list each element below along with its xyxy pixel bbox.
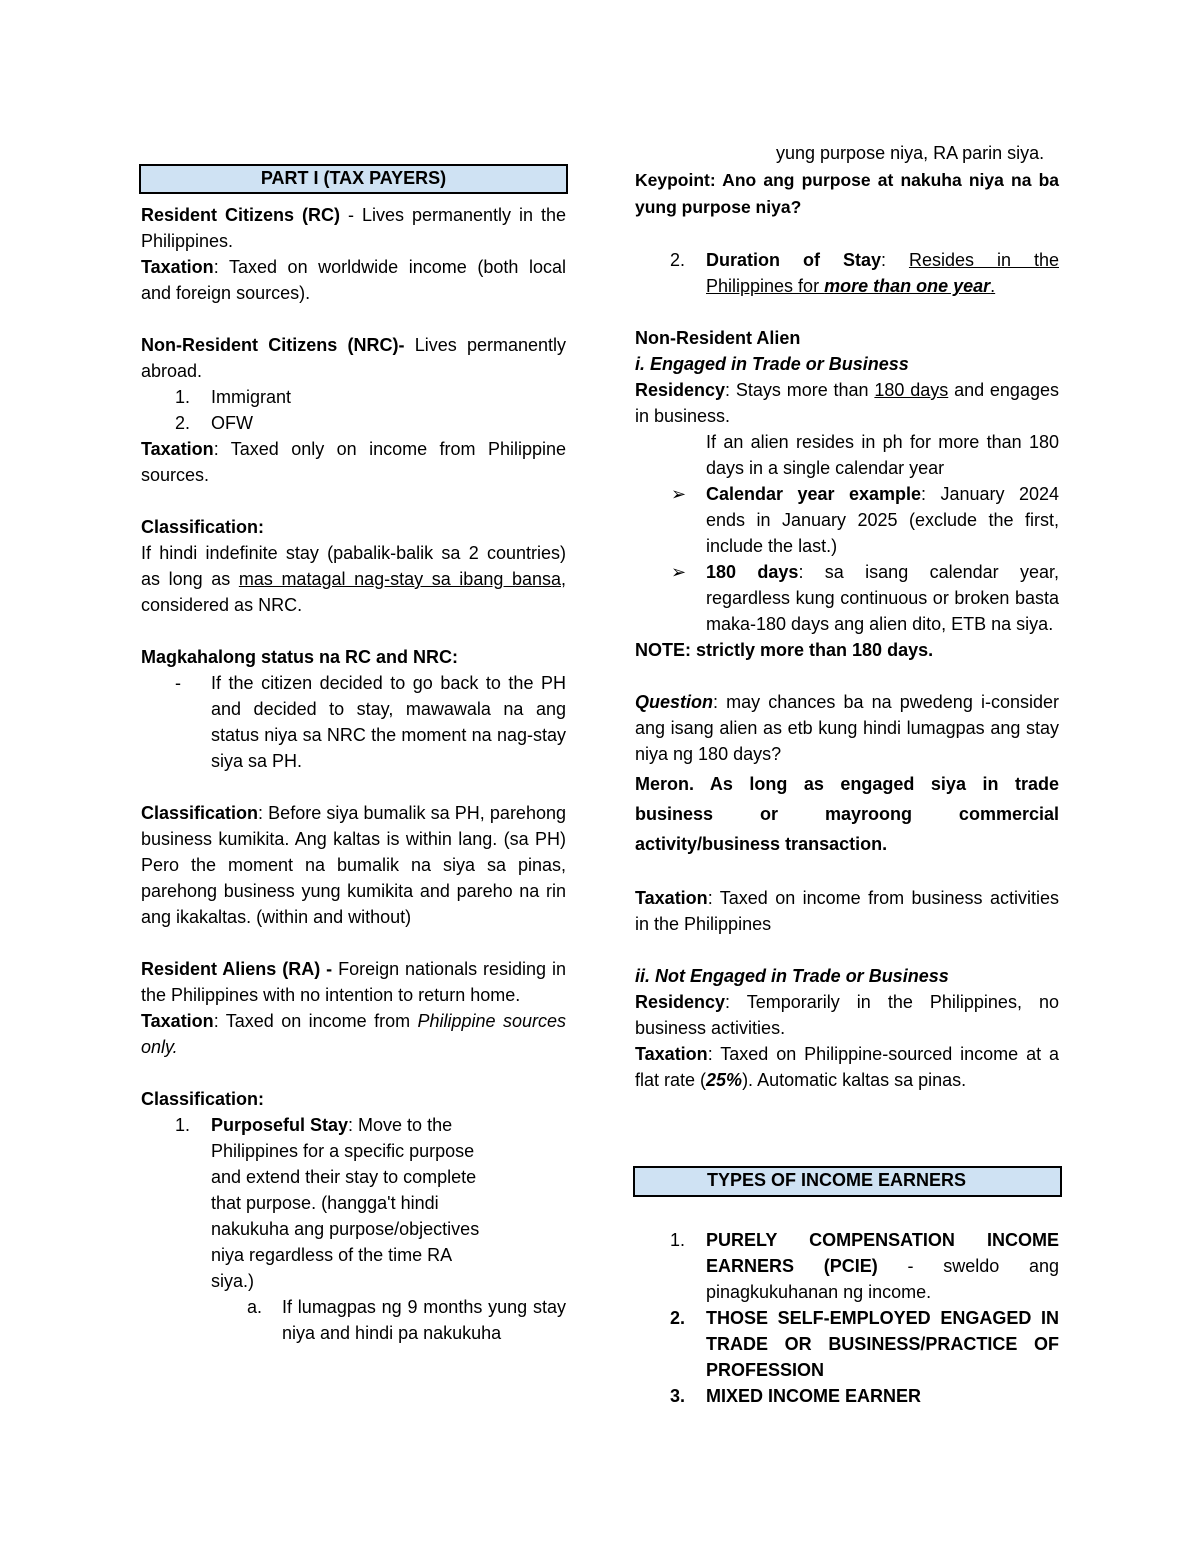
note: NOTE: strictly more than 180 days. <box>635 640 934 660</box>
mixed-status-bullet: - If the citizen decided to go back to the PH and decided to stay, mawawala na ang status niya sa NRC the moment na nag-stay siya sa PH. <box>175 673 566 771</box>
taxation-label: Taxation <box>141 257 214 277</box>
netb-heading: ii. Not Engaged in Trade or Business <box>635 966 949 986</box>
days-label: 180 days <box>706 562 799 582</box>
question-text: : may chances ba na pwedeng i-consider ang isang alien as etb kung hindi lumagpas ang stay niya ng 180 days? <box>635 692 1059 764</box>
netb-tax-end: ). Automatic kaltas sa pinas. <box>742 1070 967 1090</box>
residency-label: Residency <box>635 380 726 400</box>
residency-label: Residency <box>635 992 726 1012</box>
income-earners-list <box>635 1227 1059 1409</box>
calendar-label: Calendar year example <box>706 484 922 504</box>
ra-term: Resident Aliens (RA) - <box>141 959 333 979</box>
etb-heading: i. Engaged in Trade or Business <box>635 354 909 374</box>
classification-text: : Before siya bumalik sa PH, parehong business kumikita. Ang kaltas is within lang. (sa PH) Pero the moment na bumalik na siya sa pinas, parehong business yung kumikita and pareho na rin ang ikakaltas. (within and without) <box>141 803 566 927</box>
nra-heading: Non-Resident Alien <box>635 328 801 348</box>
earner-item-1: 1. PURELY COMPENSATION INCOME EARNERS (PCIE) - sweldo ang pinagkukuhanan ng income. <box>670 1230 1060 1302</box>
rc-term: Resident Citizens (RC) <box>141 205 340 225</box>
classification-label: Classification <box>141 803 259 823</box>
ra-classification-heading: Classification: <box>141 1089 265 1109</box>
ra-paragraph <box>141 956 566 1008</box>
duration-emphasis: more than one year <box>824 276 991 296</box>
rc-desc: - Lives permanently in the Philippines. <box>141 205 566 251</box>
types-header <box>633 1166 1062 1197</box>
nrc-tax-text: : Taxed only on income from Philippine sources. <box>141 439 566 485</box>
nrc-desc: Lives permanently abroad. <box>141 335 567 381</box>
etb-res-text: : Stays more than <box>725 380 875 400</box>
ra-tax-italic: Philippine sources only. <box>141 1011 566 1057</box>
classification-heading: Classification: <box>141 517 265 537</box>
etb-tax-text: : Taxed on income from business activities in the Philippines <box>635 888 1059 934</box>
question <box>635 689 1059 767</box>
taxation-label: Taxation <box>635 1044 708 1064</box>
days-text: : sa isang calendar year, regardless kung continuous or broken basta maka-180 days ang alien dito, ETB na siya. <box>706 562 1060 634</box>
duration-label: Duration of Stay <box>706 250 881 270</box>
netb-res-text: : Temporarily in the Philippines, no business activities. <box>635 992 1059 1038</box>
taxation-label: Taxation <box>635 888 708 908</box>
duration-end: . <box>990 276 996 296</box>
earner-item-2-text: THOSE SELF-EMPLOYED ENGAGED IN TRADE OR BUSINESS/PRACTICE OF PROFESSION <box>706 1308 1059 1380</box>
earner-item-3: 3. MIXED INCOME EARNER <box>670 1386 922 1406</box>
left-column <box>141 202 566 1346</box>
part1-header-text: PART I (TAX PAYERS) <box>260 168 447 188</box>
nrc-list-item: 2. OFW <box>175 413 253 433</box>
sub-item-a: a. If lumagpas ng 9 months yung stay niya and hindi pa nakukuha <box>247 1297 566 1343</box>
keypoint: Keypoint: Ano ang purpose at nakuha niya na ba yung purpose niya? <box>635 170 1059 217</box>
nrc-paragraph <box>141 332 566 384</box>
nrc-taxation <box>141 436 566 488</box>
etb-res-days: 180 days <box>874 380 949 400</box>
calendar-bullet: ➢ Calendar year example: January 2024 ends in January 2025 (exclude the first, include the last.) <box>671 484 1059 556</box>
nrc-item-text: OFW <box>211 413 253 433</box>
classification-paragraph <box>141 800 566 930</box>
nrc-class-end: , considered as NRC. <box>141 569 566 615</box>
sub-item-a-text: If lumagpas ng 9 months yung stay niya and hindi pa nakukuha <box>282 1297 566 1343</box>
nrc-term: Non-Resident Citizens (NRC)- <box>141 335 405 355</box>
meron-text: . As long as engaged siya in trade business or mayroong commercial activity/business transaction. <box>635 774 1059 854</box>
right-column <box>635 140 1059 1093</box>
rc-taxation <box>141 254 566 306</box>
mixed-bullet-text: If the citizen decided to go back to the PH and decided to stay, mawawala na ang status niya sa NRC the moment na nag-stay siya sa PH. <box>211 673 566 771</box>
part1-header <box>139 164 568 194</box>
purposeful-text: : Move to the Philippines for a specific purpose and extend their stay to complete that purpose. (hangga't hindi nakukuha ang purpose/objectives niya regardless of the time RA siya.) <box>211 1115 480 1291</box>
nrc-class-underlined: mas matagal nag-stay sa ibang bansa <box>238 569 561 589</box>
rc-paragraph <box>141 202 566 254</box>
question-label: Question <box>635 692 714 712</box>
types-header-text: TYPES OF INCOME EARNERS <box>707 1170 967 1190</box>
earner-item-2: 2. THOSE SELF-EMPLOYED ENGAGED IN TRADE OR BUSINESS/PRACTICE OF PROFESSION <box>670 1308 1059 1380</box>
ra-tax-text: : Taxed on income from <box>213 1011 418 1031</box>
duration-underlined: Resides in the Philippines for <box>706 250 1059 296</box>
meron-label: Meron <box>635 774 689 794</box>
netb-taxation <box>635 1041 1059 1093</box>
nrc-list-item: 1. Immigrant <box>175 387 292 407</box>
days-bullet: ➢ 180 days: sa isang calendar year, regardless kung continuous or broken basta maka-180 days ang alien dito, ETB na siya. <box>671 562 1060 634</box>
nrc-item-text: Immigrant <box>211 387 292 407</box>
continued-text: yung purpose niya, RA parin siya. <box>776 143 1045 163</box>
purposeful-stay-item: 1. Purposeful Stay: Move to the Philippines for a specific purpose and extend their stay to complete that purpose. (hangga't hindi nakukuha ang purpose/objectives niya regardless of the time RA siya.) <box>175 1115 480 1291</box>
nrc-classification <box>141 540 566 618</box>
etb-residency <box>635 377 1059 429</box>
pcie-rest: - sweldo ang pinagkukuhanan ng income. <box>706 1256 1060 1302</box>
nrc-class-text: If hindi indefinite stay (pabalik-balik sa 2 countries) as long as <box>141 543 566 589</box>
ra-desc: Foreign nationals residing in the Philippines with no intention to return home. <box>141 959 566 1005</box>
ra-taxation <box>141 1008 566 1060</box>
taxation-label: Taxation <box>141 1011 214 1031</box>
purposeful-label: Purposeful Stay <box>211 1115 349 1135</box>
etb-note: If an alien resides in ph for more than 180 days in a single calendar year <box>706 432 1059 478</box>
answer <box>635 769 1059 859</box>
etb-taxation <box>635 885 1059 937</box>
pcie-bold: PURELY COMPENSATION INCOME EARNERS (PCIE) <box>706 1230 1059 1276</box>
calendar-text: : January 2024 ends in January 2025 (exclude the first, include the last.) <box>706 484 1059 556</box>
earner-item-3-text: MIXED INCOME EARNER <box>706 1386 922 1406</box>
mixed-status-heading: Magkahalong status na RC and NRC: <box>141 647 459 667</box>
taxation-label: Taxation <box>141 439 214 459</box>
rc-tax-text: : Taxed on worldwide income (both local and foreign sources). <box>141 257 566 303</box>
duration-item: 2. Duration of Stay: Resides in the Philippines for more than one year. <box>670 250 1059 296</box>
etb-res-end: and engages in business. <box>635 380 1059 426</box>
netb-residency <box>635 989 1059 1041</box>
netb-tax-text: : Taxed on Philippine-sourced income at a flat rate ( <box>635 1044 1059 1090</box>
netb-tax-rate: 25% <box>706 1070 743 1090</box>
